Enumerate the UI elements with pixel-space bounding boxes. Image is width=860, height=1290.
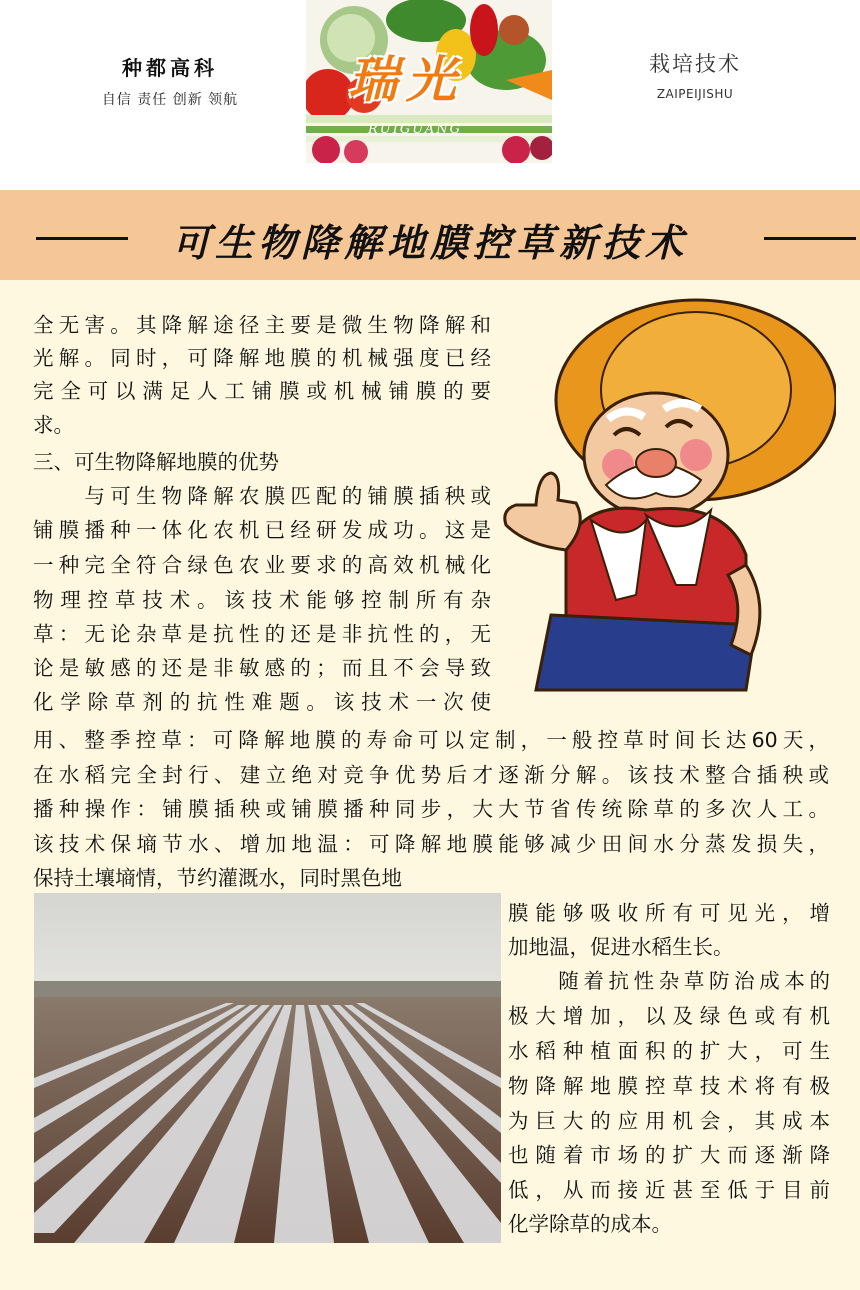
text-line: 也随着市场的扩大而逐渐降 <box>508 1143 830 1167</box>
text-line: 草：无论杂草是抗性的还是非抗性的，无 <box>33 622 491 646</box>
page-title: 可生物降解地膜控草新技术 <box>171 221 688 265</box>
text-line: 与可生物降解农膜匹配的铺膜插秧或 <box>33 484 491 508</box>
text-line: 一种完全符合绿色农业要求的高效机械化 <box>33 553 491 577</box>
text-line: 为巨大的应用机会，其成本 <box>508 1109 830 1133</box>
text-line: 求。 <box>33 413 74 437</box>
text-line: 用、整季控草：可降解地膜的寿命可以定制，一般控草时间长达60天， <box>33 728 829 752</box>
farmer-thumbs-up-illustration <box>496 295 836 695</box>
text-line: 水稻种植面积的扩大，可生 <box>508 1039 830 1063</box>
brand-name: 种都高科 <box>122 56 218 80</box>
header <box>0 0 860 190</box>
ruiguang-logo <box>306 0 552 163</box>
text-line: 论是敏感的还是非敏感的；而且不会导致 <box>33 656 491 680</box>
text-line: 膜能够吸收所有可见光，增 <box>508 901 830 925</box>
text-line: 播种操作：铺膜插秧或铺膜播种同步，大大节省传统除草的多次人工。 <box>33 797 829 821</box>
text-line: 低，从而接近甚至低于目前 <box>508 1178 830 1202</box>
logo-subtext: RUIGUANG <box>368 122 462 137</box>
brand-slogan: 自信 责任 创新 领航 <box>101 92 239 108</box>
text-line: 随着抗性杂草防治成本的 <box>508 969 830 993</box>
logo-text: 瑞光 <box>348 50 464 109</box>
section-heading: 三、可生物降解地膜的优势 <box>33 450 279 474</box>
text-line: 完全可以满足人工铺膜或机械铺膜的要 <box>33 379 491 403</box>
category-block <box>605 48 785 101</box>
text-line: 物理控草技术。该技术能够控制所有杂 <box>33 588 491 612</box>
text-line: 保持土壤墒情，节约灌溉水，同时黑色地 <box>33 866 402 890</box>
text-line: 物降解地膜控草技术将有极 <box>508 1074 830 1098</box>
text-line: 在水稻完全封行、建立绝对竞争优势后才逐渐分解。该技术整合插秧或 <box>33 763 829 787</box>
text-line: 光解。同时，可降解地膜的机械强度已经 <box>33 346 491 370</box>
text-line: 加地温，促进水稻生长。 <box>508 935 734 959</box>
text-line: 全无害。其降解途径主要是微生物降解和 <box>33 313 491 337</box>
text-line: 化学除草剂的抗性难题。该技术一次使 <box>33 690 491 714</box>
brand-block <box>70 52 270 109</box>
category-pinyin: ZAIPEIJISHU <box>656 87 734 101</box>
category-name: 栽培技术 <box>649 52 741 76</box>
mulched-field-photo <box>34 893 501 1243</box>
text-line: 铺膜播种一体化农机已经研发成功。这是 <box>33 518 491 542</box>
text-line: 该技术保墒节水、增加地温：可降解地膜能够减少田间水分蒸发损失， <box>33 832 829 856</box>
text-line: 极大增加，以及绿色或有机 <box>508 1004 830 1028</box>
text-line: 化学除草的成本。 <box>508 1212 672 1236</box>
